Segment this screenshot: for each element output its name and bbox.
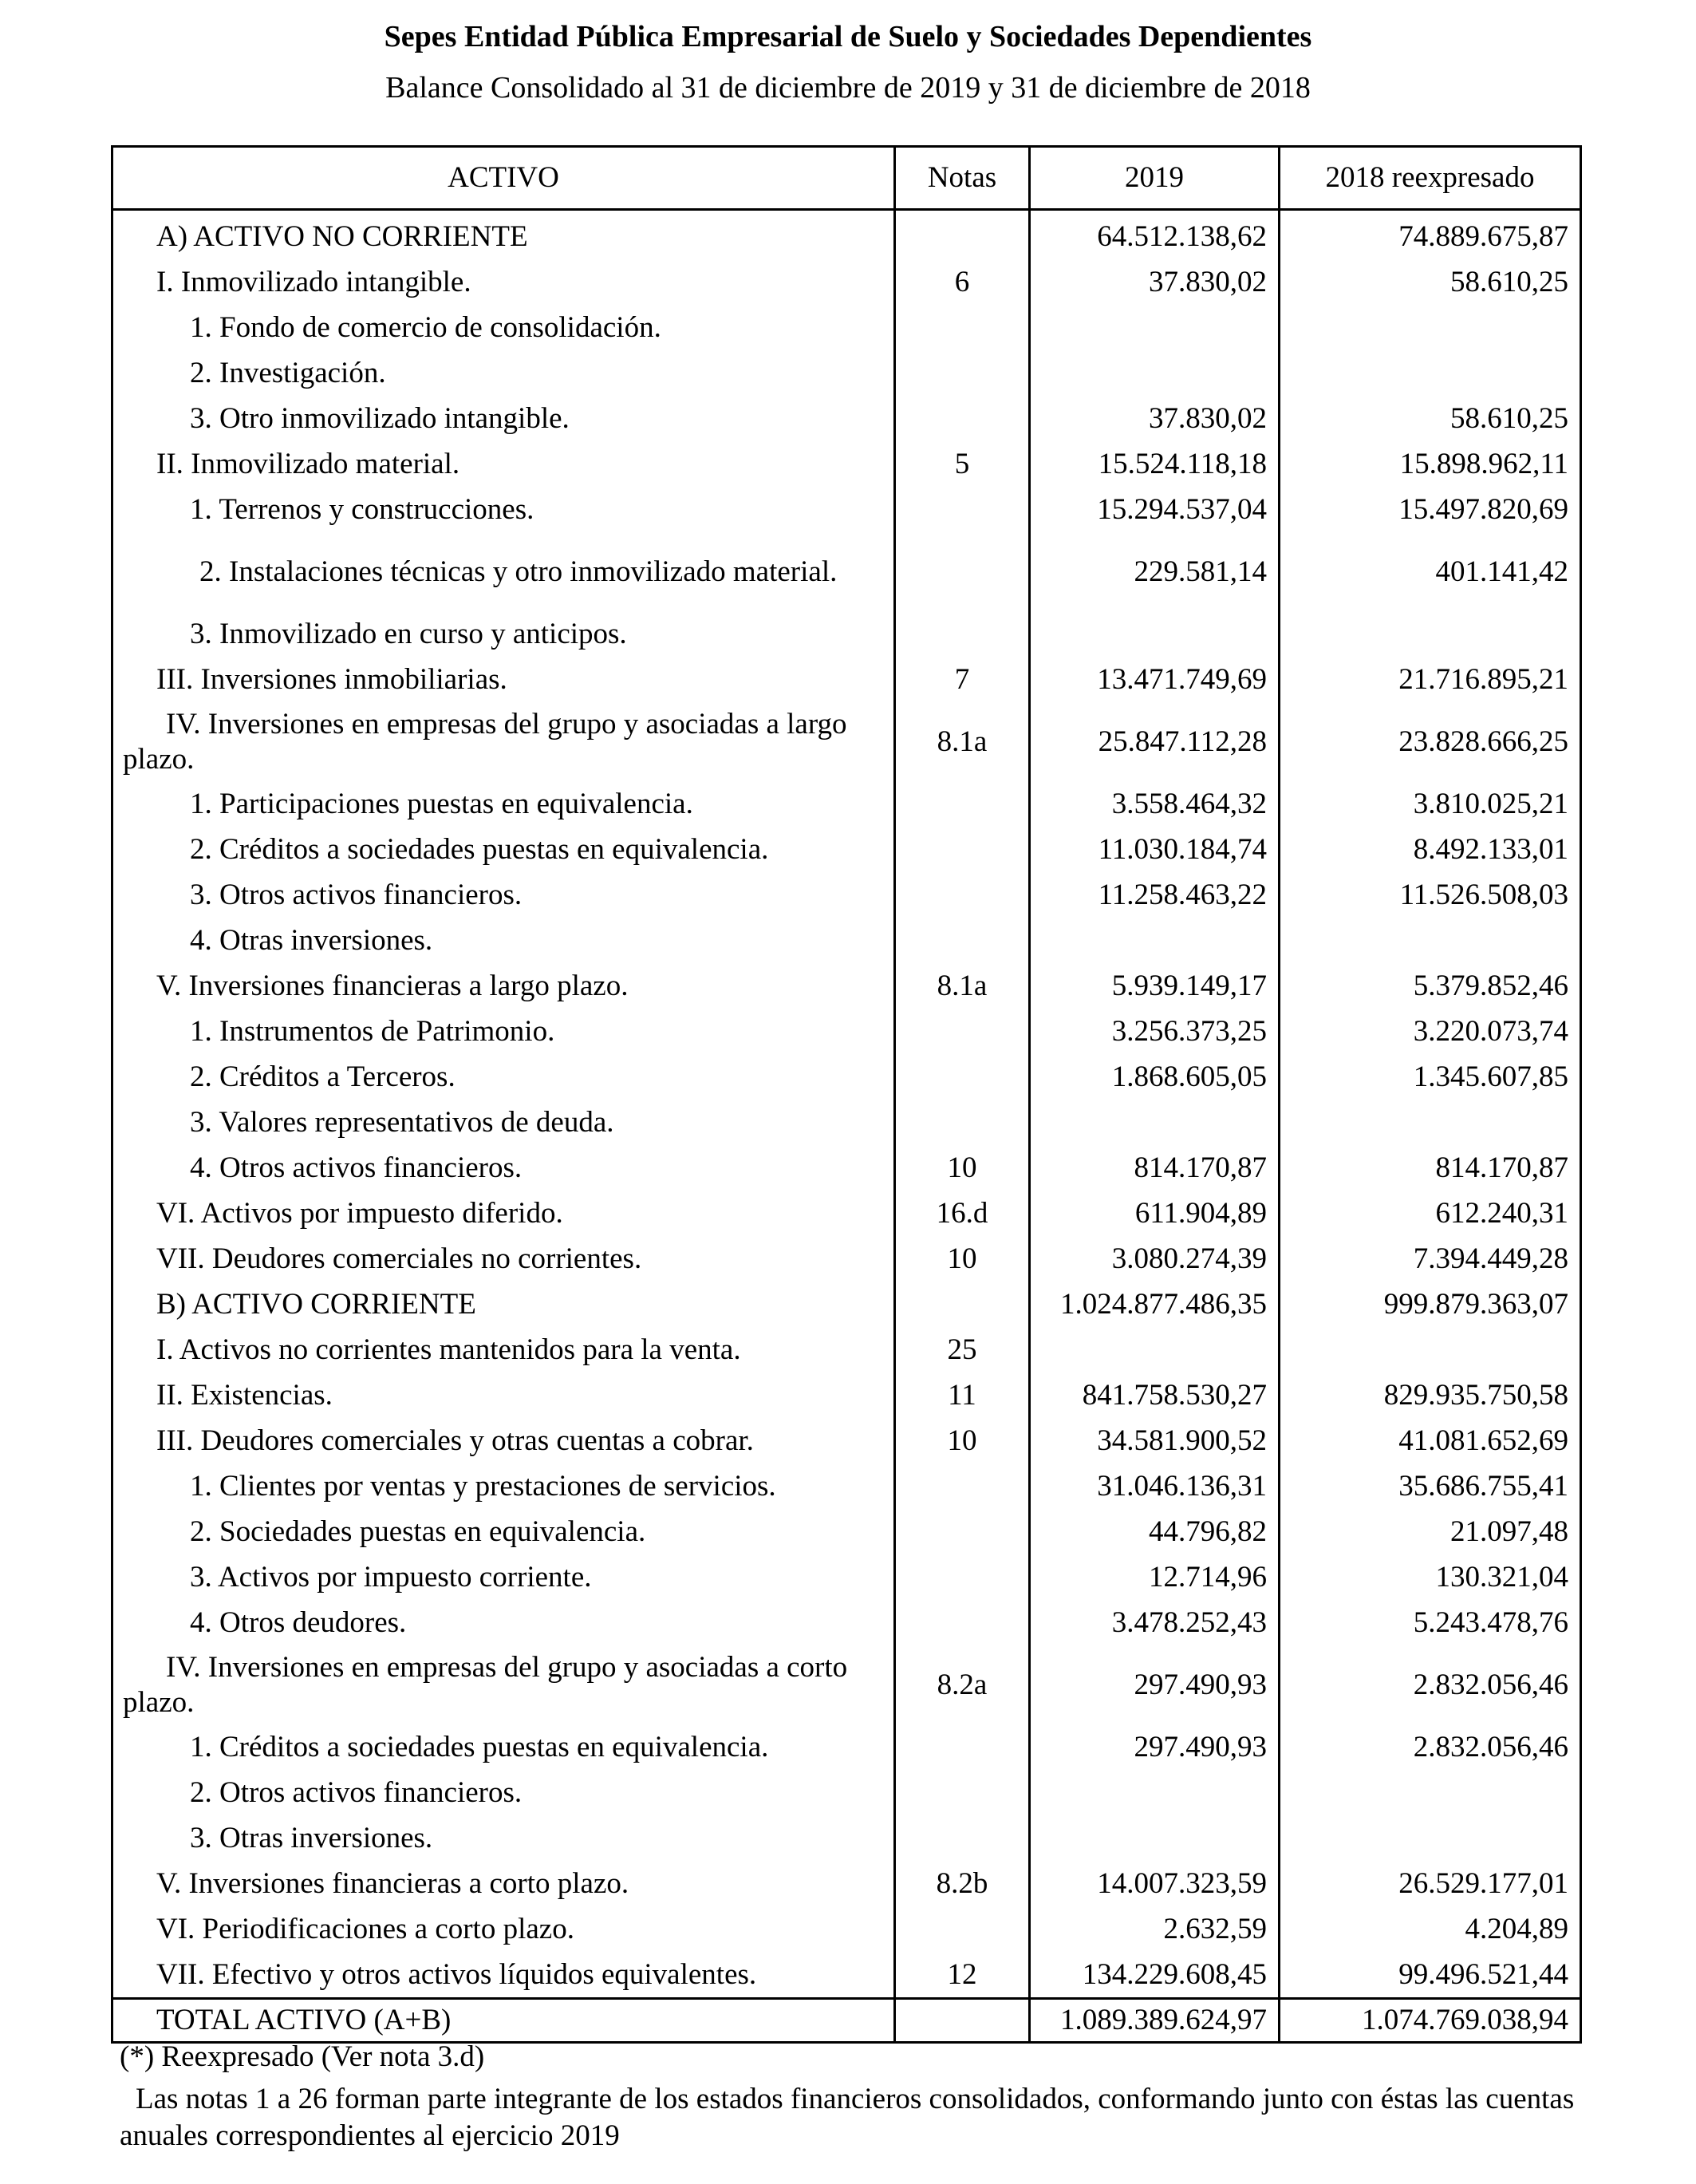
table-row	[112, 259, 1581, 305]
table-row	[112, 1815, 1581, 1861]
row-value-2019: 11.030.184,74	[1030, 827, 1280, 872]
row-value-2018: 814.170,87	[1280, 1145, 1581, 1191]
row-value-2018: 1.074.769.038,94	[1280, 1999, 1581, 2043]
table-row	[112, 396, 1581, 441]
balance-table	[111, 145, 1582, 2044]
row-value-2018	[1280, 1100, 1581, 1145]
row-label: 2. Créditos a Terceros.	[112, 1054, 895, 1100]
row-value-2018: 5.243.478,76	[1280, 1600, 1581, 1645]
row-label: III. Deudores comerciales y otras cuentas a cobrar.	[112, 1418, 895, 1463]
table-row	[112, 1372, 1581, 1418]
row-label: 3. Otro inmovilizado intangible.	[112, 396, 895, 441]
row-label: 1. Participaciones puestas en equivalencia.	[112, 781, 895, 827]
row-value-2019: 5.939.149,17	[1030, 963, 1280, 1009]
row-nota	[895, 611, 1030, 657]
row-nota: 8.1a	[895, 963, 1030, 1009]
row-nota: 16.d	[895, 1191, 1030, 1236]
row-label: 1. Terrenos y construcciones.	[112, 487, 895, 532]
row-nota	[895, 1100, 1030, 1145]
table-row	[112, 657, 1581, 702]
row-value-2019: 64.512.138,62	[1030, 210, 1280, 260]
row-nota	[895, 918, 1030, 963]
row-nota: 5	[895, 441, 1030, 487]
row-value-2018	[1280, 1770, 1581, 1815]
footnote-restated: (*) Reexpresado (Ver nota 3.d)	[120, 2040, 485, 2073]
row-label: 4. Otras inversiones.	[112, 918, 895, 963]
row-label: II. Inmovilizado material.	[112, 441, 895, 487]
row-label: 1. Clientes por ventas y prestaciones de servicios.	[112, 1463, 895, 1509]
row-nota	[895, 1054, 1030, 1100]
row-value-2019	[1030, 1815, 1280, 1861]
row-label: II. Existencias.	[112, 1372, 895, 1418]
row-value-2019	[1030, 1327, 1280, 1372]
row-nota	[895, 1509, 1030, 1554]
row-value-2019: 134.229.608,45	[1030, 1952, 1280, 1999]
row-nota: 12	[895, 1952, 1030, 1999]
row-value-2018: 3.220.073,74	[1280, 1009, 1581, 1054]
row-label: IV. Inversiones en empresas del grupo y asociadas a largo plazo.	[112, 702, 895, 781]
row-label: VI. Periodificaciones a corto plazo.	[112, 1906, 895, 1952]
table-row	[112, 1282, 1581, 1327]
row-value-2018: 41.081.652,69	[1280, 1418, 1581, 1463]
row-nota	[895, 1999, 1030, 2043]
table-row	[112, 918, 1581, 963]
row-label: 2. Instalaciones técnicas y otro inmovilizado material.	[112, 532, 895, 611]
row-nota	[895, 532, 1030, 611]
row-value-2018: 21.097,48	[1280, 1509, 1581, 1554]
row-value-2018: 3.810.025,21	[1280, 781, 1581, 827]
table-row	[112, 702, 1581, 781]
column-header-2018: 2018 reexpresado	[1280, 147, 1581, 210]
table-row	[112, 441, 1581, 487]
row-value-2019: 3.080.274,39	[1030, 1236, 1280, 1282]
row-nota: 25	[895, 1327, 1030, 1372]
table-row	[112, 1770, 1581, 1815]
row-nota	[895, 1724, 1030, 1770]
column-header-2019: 2019	[1030, 147, 1280, 210]
document-title: Sepes Entidad Pública Empresarial de Suelo y Sociedades Dependientes	[384, 20, 1312, 53]
row-nota	[895, 1770, 1030, 1815]
row-value-2019: 1.089.389.624,97	[1030, 1999, 1280, 2043]
row-nota: 10	[895, 1145, 1030, 1191]
row-value-2019: 1.868.605,05	[1030, 1054, 1280, 1100]
row-nota: 8.2b	[895, 1861, 1030, 1906]
row-nota	[895, 872, 1030, 918]
row-label: TOTAL ACTIVO (A+B)	[112, 1999, 895, 2043]
table-row	[112, 210, 1581, 260]
row-label: 4. Otros deudores.	[112, 1600, 895, 1645]
row-label: 3. Valores representativos de deuda.	[112, 1100, 895, 1145]
row-value-2019: 297.490,93	[1030, 1724, 1280, 1770]
row-nota	[895, 487, 1030, 532]
row-value-2018	[1280, 1327, 1581, 1372]
table-row	[112, 1600, 1581, 1645]
row-nota	[895, 1554, 1030, 1600]
table-row	[112, 532, 1581, 611]
row-value-2019: 37.830,02	[1030, 259, 1280, 305]
table-row	[112, 487, 1581, 532]
table-row	[112, 305, 1581, 350]
row-value-2018: 35.686.755,41	[1280, 1463, 1581, 1509]
table-row	[112, 1509, 1581, 1554]
row-label: 3. Inmovilizado en curso y anticipos.	[112, 611, 895, 657]
row-value-2018: 2.832.056,46	[1280, 1724, 1581, 1770]
row-value-2019: 31.046.136,31	[1030, 1463, 1280, 1509]
row-label: V. Inversiones financieras a corto plazo.	[112, 1861, 895, 1906]
row-value-2019: 11.258.463,22	[1030, 872, 1280, 918]
table-row	[112, 611, 1581, 657]
row-nota	[895, 1282, 1030, 1327]
table-row	[112, 1554, 1581, 1600]
row-value-2019	[1030, 611, 1280, 657]
row-value-2018	[1280, 611, 1581, 657]
footnote-text: Las notas 1 a 26 forman parte integrante de los estados financieros consolidados, conformando junto con éstas las cuentas anuales correspondientes al ejercicio 2019	[120, 2083, 1575, 2152]
row-value-2019	[1030, 1770, 1280, 1815]
row-value-2018: 99.496.521,44	[1280, 1952, 1581, 1999]
row-value-2019: 44.796,82	[1030, 1509, 1280, 1554]
row-nota: 8.2a	[895, 1645, 1030, 1724]
row-value-2018: 4.204,89	[1280, 1906, 1581, 1952]
row-value-2018: 11.526.508,03	[1280, 872, 1581, 918]
row-nota	[895, 1815, 1030, 1861]
table-row	[112, 1906, 1581, 1952]
row-nota	[895, 1463, 1030, 1509]
row-nota: 10	[895, 1236, 1030, 1282]
table-row	[112, 963, 1581, 1009]
row-nota: 8.1a	[895, 702, 1030, 781]
row-nota	[895, 1600, 1030, 1645]
row-value-2018: 23.828.666,25	[1280, 702, 1581, 781]
row-nota	[895, 396, 1030, 441]
row-value-2018: 999.879.363,07	[1280, 1282, 1581, 1327]
row-nota: 7	[895, 657, 1030, 702]
row-nota	[895, 1906, 1030, 1952]
row-label: VII. Efectivo y otros activos líquidos equivalentes.	[112, 1952, 895, 1999]
table-row	[112, 1861, 1581, 1906]
row-value-2018	[1280, 350, 1581, 396]
row-label: 4. Otros activos financieros.	[112, 1145, 895, 1191]
row-value-2019: 15.294.537,04	[1030, 487, 1280, 532]
row-value-2019	[1030, 305, 1280, 350]
table-header-row	[112, 147, 1581, 210]
row-value-2018: 612.240,31	[1280, 1191, 1581, 1236]
row-value-2018	[1280, 1815, 1581, 1861]
row-value-2019: 25.847.112,28	[1030, 702, 1280, 781]
column-header-notas: Notas	[895, 147, 1030, 210]
table-row	[112, 1999, 1581, 2043]
row-value-2019: 34.581.900,52	[1030, 1418, 1280, 1463]
row-value-2018	[1280, 918, 1581, 963]
row-value-2018: 74.889.675,87	[1280, 210, 1581, 260]
row-value-2018: 15.898.962,11	[1280, 441, 1581, 487]
table-row	[112, 872, 1581, 918]
row-label: 2. Sociedades puestas en equivalencia.	[112, 1509, 895, 1554]
table-row	[112, 1236, 1581, 1282]
row-label: B) ACTIVO CORRIENTE	[112, 1282, 895, 1327]
table-row	[112, 781, 1581, 827]
row-value-2018: 26.529.177,01	[1280, 1861, 1581, 1906]
table-row	[112, 1463, 1581, 1509]
row-value-2019: 15.524.118,18	[1030, 441, 1280, 487]
row-value-2018: 2.832.056,46	[1280, 1645, 1581, 1724]
row-value-2019: 841.758.530,27	[1030, 1372, 1280, 1418]
table-row	[112, 1724, 1581, 1770]
table-body	[112, 210, 1581, 2043]
row-nota: 6	[895, 259, 1030, 305]
column-header-activo: ACTIVO	[112, 147, 895, 210]
row-label: 3. Activos por impuesto corriente.	[112, 1554, 895, 1600]
row-value-2019: 13.471.749,69	[1030, 657, 1280, 702]
row-nota	[895, 1009, 1030, 1054]
row-value-2018: 829.935.750,58	[1280, 1372, 1581, 1418]
row-value-2019: 14.007.323,59	[1030, 1861, 1280, 1906]
row-label: 3. Otros activos financieros.	[112, 872, 895, 918]
row-value-2019: 229.581,14	[1030, 532, 1280, 611]
table-row	[112, 350, 1581, 396]
row-value-2018	[1280, 305, 1581, 350]
row-value-2019	[1030, 918, 1280, 963]
table-row	[112, 1009, 1581, 1054]
row-nota: 11	[895, 1372, 1030, 1418]
row-label: III. Inversiones inmobiliarias.	[112, 657, 895, 702]
row-label: 2. Investigación.	[112, 350, 895, 396]
row-label: 1. Créditos a sociedades puestas en equivalencia.	[112, 1724, 895, 1770]
table-row	[112, 1418, 1581, 1463]
row-value-2018: 130.321,04	[1280, 1554, 1581, 1600]
row-nota	[895, 210, 1030, 260]
table-row	[112, 1952, 1581, 1999]
row-label: 3. Otras inversiones.	[112, 1815, 895, 1861]
row-value-2019: 611.904,89	[1030, 1191, 1280, 1236]
row-value-2018: 7.394.449,28	[1280, 1236, 1581, 1282]
row-label: 1. Instrumentos de Patrimonio.	[112, 1009, 895, 1054]
row-value-2019: 3.256.373,25	[1030, 1009, 1280, 1054]
row-label: IV. Inversiones en empresas del grupo y asociadas a corto plazo.	[112, 1645, 895, 1724]
row-value-2019: 12.714,96	[1030, 1554, 1280, 1600]
row-value-2018: 58.610,25	[1280, 396, 1581, 441]
row-label: V. Inversiones financieras a largo plazo.	[112, 963, 895, 1009]
row-value-2018: 58.610,25	[1280, 259, 1581, 305]
row-value-2019: 814.170,87	[1030, 1145, 1280, 1191]
row-value-2019: 2.632,59	[1030, 1906, 1280, 1952]
table-row	[112, 1327, 1581, 1372]
row-value-2019	[1030, 350, 1280, 396]
row-nota	[895, 305, 1030, 350]
row-value-2018: 15.497.820,69	[1280, 487, 1581, 532]
table-row	[112, 1645, 1581, 1724]
row-value-2018: 401.141,42	[1280, 532, 1581, 611]
table-row	[112, 1100, 1581, 1145]
row-value-2019: 37.830,02	[1030, 396, 1280, 441]
row-value-2019: 297.490,93	[1030, 1645, 1280, 1724]
table-row	[112, 1054, 1581, 1100]
row-nota	[895, 350, 1030, 396]
table-row	[112, 1145, 1581, 1191]
row-nota: 10	[895, 1418, 1030, 1463]
document-subtitle: Balance Consolidado al 31 de diciembre de 2019 y 31 de diciembre de 2018	[385, 71, 1311, 105]
row-label: 2. Otros activos financieros.	[112, 1770, 895, 1815]
row-value-2018: 5.379.852,46	[1280, 963, 1581, 1009]
row-label: VII. Deudores comerciales no corrientes.	[112, 1236, 895, 1282]
row-value-2019: 3.558.464,32	[1030, 781, 1280, 827]
row-value-2019	[1030, 1100, 1280, 1145]
row-value-2018: 21.716.895,21	[1280, 657, 1581, 702]
table-row	[112, 827, 1581, 872]
row-value-2018: 1.345.607,85	[1280, 1054, 1581, 1100]
row-label: I. Inmovilizado intangible.	[112, 259, 895, 305]
row-value-2019: 1.024.877.486,35	[1030, 1282, 1280, 1327]
row-value-2019: 3.478.252,43	[1030, 1600, 1280, 1645]
row-nota	[895, 781, 1030, 827]
table-row	[112, 1191, 1581, 1236]
row-value-2018: 8.492.133,01	[1280, 827, 1581, 872]
row-label: A) ACTIVO NO CORRIENTE	[112, 210, 895, 260]
row-label: 2. Créditos a sociedades puestas en equivalencia.	[112, 827, 895, 872]
row-label: I. Activos no corrientes mantenidos para la venta.	[112, 1327, 895, 1372]
row-nota	[895, 827, 1030, 872]
row-label: VI. Activos por impuesto diferido.	[112, 1191, 895, 1236]
row-label: 1. Fondo de comercio de consolidación.	[112, 305, 895, 350]
